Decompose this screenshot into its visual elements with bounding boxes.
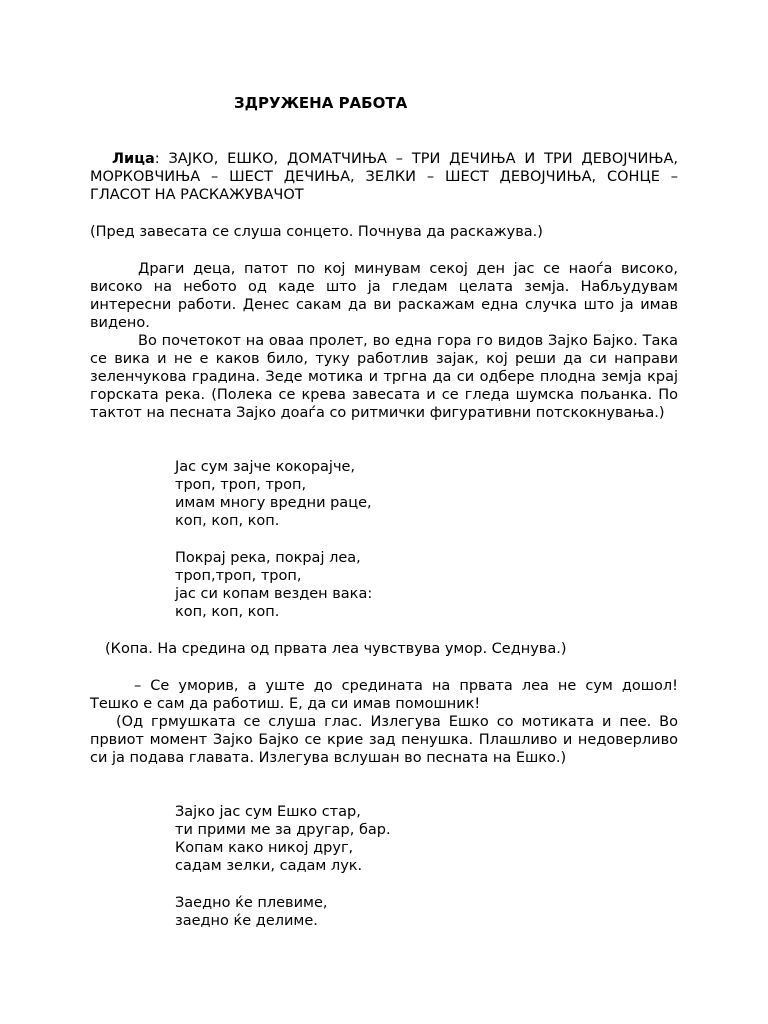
song-verse-4 (175, 894, 327, 930)
verse-line: Копам како никој друг, (175, 840, 354, 856)
song-verse-1 (175, 458, 372, 530)
verse-line: садам зелки, садам лук. (175, 858, 363, 874)
song-verse-3 (175, 803, 391, 875)
verse-line: Заедно ќе плевиме, (175, 895, 328, 911)
verse-line: ти прими ме за другар, бар. (175, 822, 391, 838)
characters-label: Лица (112, 151, 155, 167)
characters-paragraph (90, 150, 678, 204)
verse-line: троп, троп, троп, (175, 477, 307, 493)
verse-line: заедно ќе делиме. (175, 913, 318, 929)
document-title: ЗДРУЖЕНА РАБОТА (234, 94, 408, 112)
dialogue-paragraph-1: – Се уморив, а уште до средината на првата леа не сум дошол! Тешко е сам да работиш. Е, да си имав помошник! (90, 678, 678, 712)
narration-paragraph-1: Драги деца, патот по кој минувам секој ден јас се наоѓа високо, високо на небото од каде што ја гледам целата земја. Набљудувам интересни работи. Денес сакам да ви раскажам една случка што ја имав видено. (90, 261, 678, 331)
verse-line: Зајко јас сум Ешко стар, (175, 804, 361, 820)
song-verse-2 (175, 549, 372, 621)
stage-direction-3: (Од грмушката се слуша глас. Излегува Ешко со мотиката и пее. Во првиот момент Зајко Бајко се крие зад пенушка. Плашливо и недоверливо си ја подава главата. Излегува вслушан во песната на Ешко.) (90, 714, 678, 766)
stage-direction-2: (Копа. На средина од првата леа чувствува умор. Седнува.) (105, 641, 567, 657)
narration-paragraph-2: Во почетокот на оваа пролет, во една гора го видов Зајко Бајко. Така се вика и не е каков било, туку работлив зајак, кој реши да си направи зеленчукова градина. Зеде мотика и тргна да си одбере плодна земја крај горската река. (Полека се крева завесата и се гледа шумска пољанка. По тактот на песната Зајко доаѓа со ритмички фигуративни потскокнувања.) (90, 333, 678, 421)
verse-line: Покрај река, покрај леа, (175, 550, 361, 566)
characters-list: : ЗАЈКО, ЕШКО, ДОМАТЧИЊА – ТРИ ДЕЧИЊА И ТРИ ДЕВОЈЧИЊА, МОРКОВЧИЊА – ШЕСТ ДЕЧИЊА, ЗЕЛКИ – ШЕСТ ДЕВОЈЧИЊА, СОНЦЕ – ГЛАСОТ НА РАСКАЖУВАЧОТ (90, 151, 678, 203)
verse-line: троп,троп, троп, (175, 568, 302, 584)
verse-line: имам многу вредни раце, (175, 495, 372, 511)
verse-line: Јас сум зајче кокорајче, (175, 459, 356, 475)
verse-line: коп, коп, коп. (175, 513, 280, 529)
verse-line: коп, коп, коп. (175, 604, 280, 620)
stage-direction-1: (Пред завесата се слуша сонцето. Почнува да раскажува.) (90, 224, 543, 240)
verse-line: јас си копам везден вака: (175, 586, 373, 602)
